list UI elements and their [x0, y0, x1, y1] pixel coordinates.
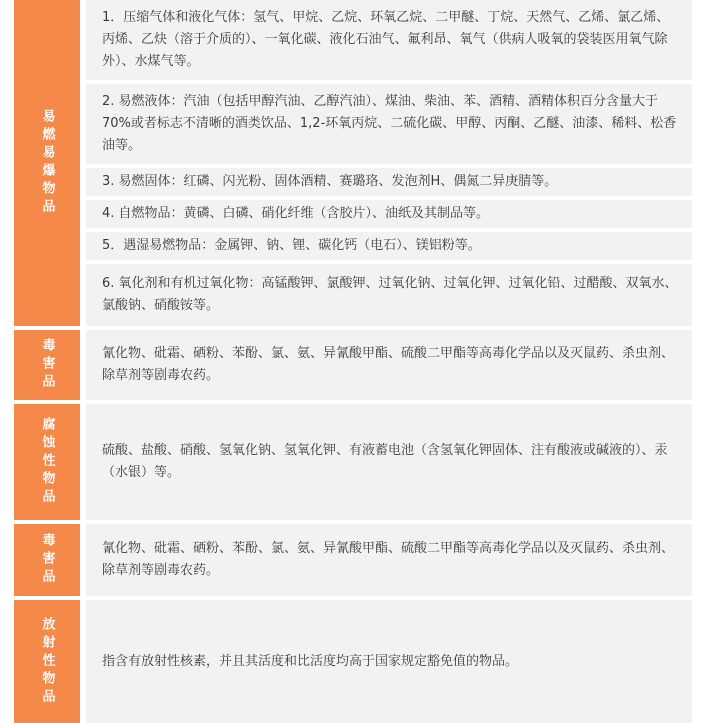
- item-radioactive: [86, 600, 692, 723]
- item-spontaneous-combustion: [86, 200, 692, 228]
- item-text: 1．压缩气体和液化气体：氢气、甲烷、乙烷、环氧乙烷、二甲醚、丁烷、天然气、乙烯、氯乙烯、丙烯、乙炔（溶于介质的）、一氧化碳、液化石油气、氟利昂、氧气（供病人吸氧的袋装医用氧气除外）、水煤气等。: [102, 10, 670, 69]
- category-flammable-explosive: [14, 0, 80, 326]
- item-text: 氰化物、砒霜、硒粉、苯酚、氯、氨、异氰酸甲酯、硫酸二甲酯等高毒化学品以及灭鼠药、杀虫剂、除草剂等剧毒农药。: [102, 346, 675, 383]
- item-corrosive: [86, 404, 692, 520]
- item-text: 指含有放射性核素，并且其活度和比活度均高于国家规定豁免值的物品。: [102, 653, 519, 669]
- category-label: 易燃易爆物品: [39, 109, 55, 217]
- category-radioactive: [14, 600, 80, 723]
- item-text: 硫酸、盐酸、硝酸、氢氧化钠、氢氧化钾、有液蓄电池（含氢氧化钾固体、注有酸液或碱液的）、汞（水银）等。: [102, 443, 668, 480]
- item-toxic-repeat: [86, 524, 692, 596]
- item-flammable-liquids: [86, 84, 692, 164]
- category-label: 放射性物品: [39, 616, 55, 707]
- item-water-reactive: [86, 232, 692, 260]
- category-toxic: [14, 330, 80, 400]
- item-flammable-solids: [86, 168, 692, 196]
- item-text: 2. 易燃液体：汽油（包括甲醇汽油、乙醇汽油）、煤油、柴油、苯、酒精、酒精体积百分含量大于70%或者标志不清晰的酒类饮品、1,2-环氧丙烷、二硫化碳、甲醇、丙酮、乙醚、油漆、稀料、松香油等。: [102, 94, 677, 153]
- category-toxic-repeat: [14, 524, 80, 596]
- item-text: 3. 易燃固体：红磷、闪光粉、固体酒精、赛璐珞、发泡剂H、偶氮二异庚腈等。: [102, 174, 558, 189]
- item-text: 6. 氧化剂和有机过氧化物：高锰酸钾、氯酸钾、过氧化钠、过氧化钾、过氧化铅、过醋酸、双氧水、氯酸钠、硝酸铵等。: [102, 276, 678, 313]
- item-text: 4. 自燃物品：黄磷、白磷、硝化纤维（含胶片）、油纸及其制品等。: [102, 206, 490, 221]
- category-label: 腐蚀性物品: [39, 417, 55, 507]
- category-label: 毒害品: [39, 338, 55, 392]
- category-corrosive: [14, 404, 80, 520]
- item-text: 氰化物、砒霜、硒粉、苯酚、氯、氨、异氰酸甲酯、硫酸二甲酯等高毒化学品以及灭鼠药、杀虫剂、除草剂等剧毒农药。: [102, 541, 675, 578]
- item-compressed-gases: [86, 0, 692, 80]
- category-label: 毒害品: [39, 533, 55, 587]
- item-oxidizers: [86, 264, 692, 326]
- item-text: 5．遇湿易燃物品：金属钾、钠、锂、碳化钙（电石）、镁铝粉等。: [102, 238, 481, 253]
- item-toxic: [86, 330, 692, 400]
